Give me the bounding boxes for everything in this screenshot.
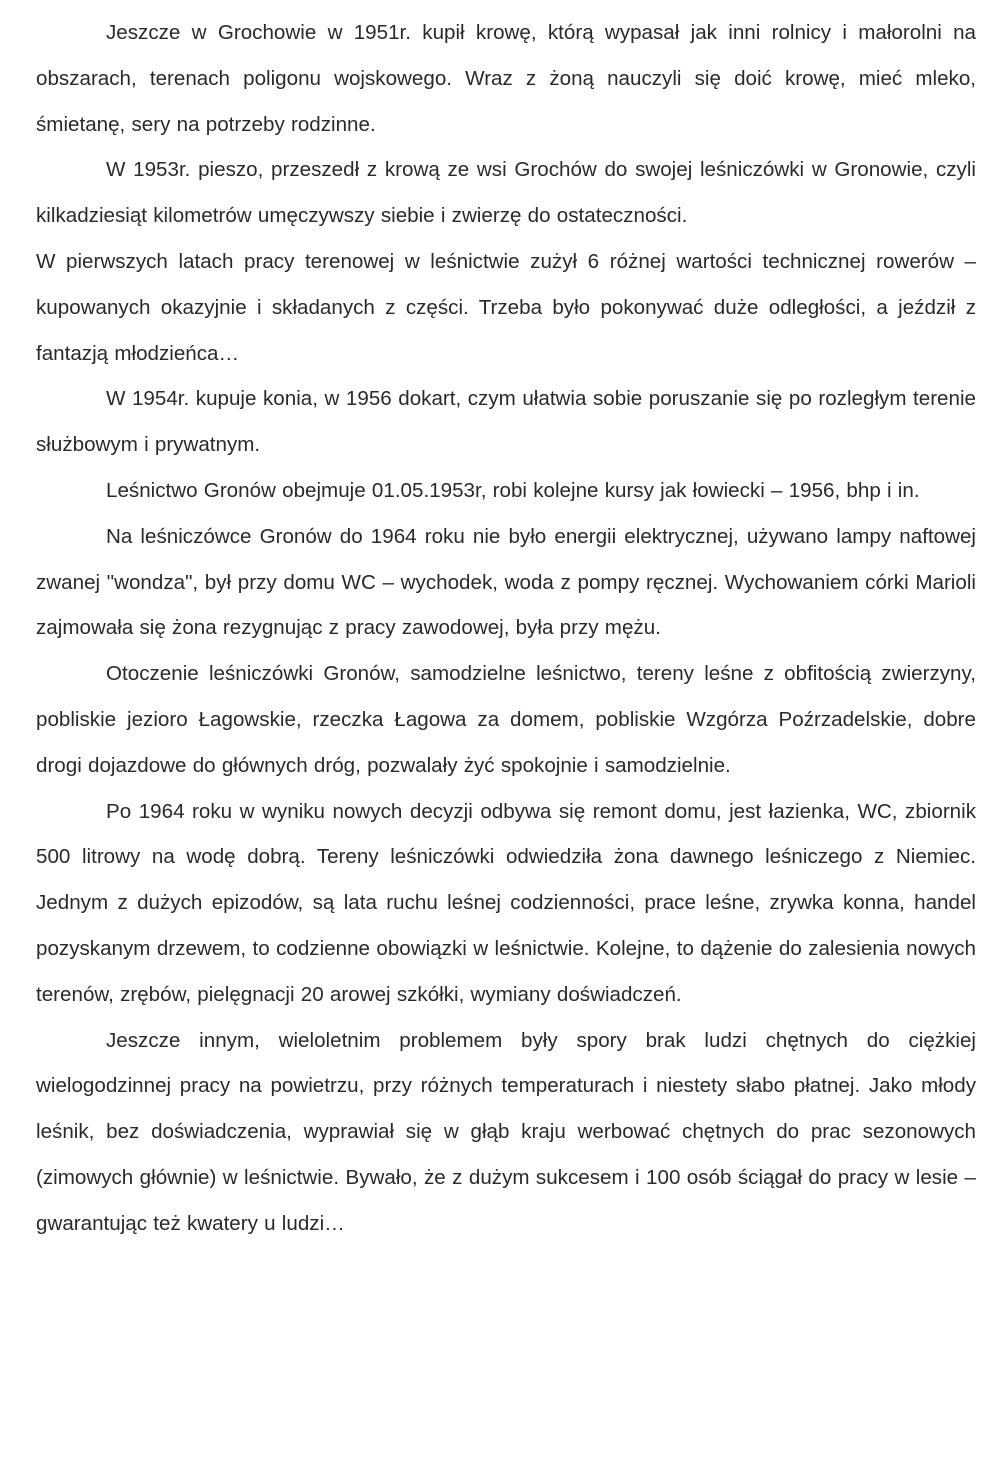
paragraph-1: Jeszcze w Grochowie w 1951r. kupił krowę, którą wypasał jak inni rolnicy i małorolni na obszarach, terenach poligonu wojskowego. Wraz z żoną nauczyli się doić krowę, mieć mleko, śmietanę, sery na potrzeby rodzinne.: [36, 21, 976, 136]
paragraph-5: Leśnictwo Gronów obejmuje 01.05.1953r, robi kolejne kursy jak łowiecki – 1956, bhp i in.: [106, 478, 920, 502]
paragraph-2: W 1953r. pieszo, przeszedł z krową ze wsi Grochów do swojej leśniczówki w Gronowie, czyli kilkadziesiąt kilometrów umęczywszy siebie i zwierzę do ostateczności.: [36, 158, 976, 228]
paragraph-4: W 1954r. kupuje konia, w 1956 dokart, czym ułatwia sobie poruszanie się po rozległym terenie służbowym i prywatnym.: [36, 387, 976, 457]
paragraph-3: W pierwszych latach pracy terenowej w leśnictwie zużył 6 różnej wartości technicznej rowerów – kupowanych okazyjnie i składanych z części. Trzeba było pokonywać duże odległości, a jeździł z fantazją młodzieńca…: [36, 249, 976, 365]
paragraph-6: Na leśniczówce Gronów do 1964 roku nie było energii elektrycznej, używano lampy naftowej zwanej "wondza", był przy domu WC – wychodek, woda z pompy ręcznej. Wychowaniem córki Marioli zajmowała się żona rezygnując z pracy zawodowej, była przy mężu.: [36, 524, 976, 640]
paragraph-8: Po 1964 roku w wyniku nowych decyzji odbywa się remont domu, jest łazienka, WC, zbiornik 500 litrowy na wodę dobrą. Tereny leśniczówki odwiedziła żona dawnego leśniczego z Niemiec. Jednym z dużych epizodów, są lata ruchu leśnej codzienności, prace leśne, zrywka konna, handel pozyskanym drzewem, to codzienne obowiązki w leśnictwie. Kolejne, to dążenie do zalesienia nowych terenów, zrębów, pielęgnacji 20 arowej szkółki, wymiany doświadczeń.: [36, 799, 976, 1006]
paragraph-7: Otoczenie leśniczówki Gronów, samodzielne leśnictwo, tereny leśne z obfitością zwierzyny, pobliskie jezioro Łagowskie, rzeczka Łagowa za domem, pobliskie Wzgórza Poźrzadelskie, dobre drogi dojazdowe do głównych dróg, pozwalały żyć spokojnie i samodzielnie.: [36, 662, 976, 777]
document-page: [36, 10, 976, 1247]
paragraph-9: Jeszcze innym, wieloletnim problemem były spory brak ludzi chętnych do ciężkiej wielogodzinnej pracy na powietrzu, przy różnych temperaturach i niestety słabo płatnej. Jako młody leśnik, bez doświadczenia, wyprawiał się w głąb kraju werbować chętnych do prac sezonowych (zimowych głównie) w leśnictwie. Bywało, że z dużym sukcesem i 100 osób ściągał do pracy w lesie – gwarantując też kwatery u ludzi…: [36, 1028, 976, 1235]
